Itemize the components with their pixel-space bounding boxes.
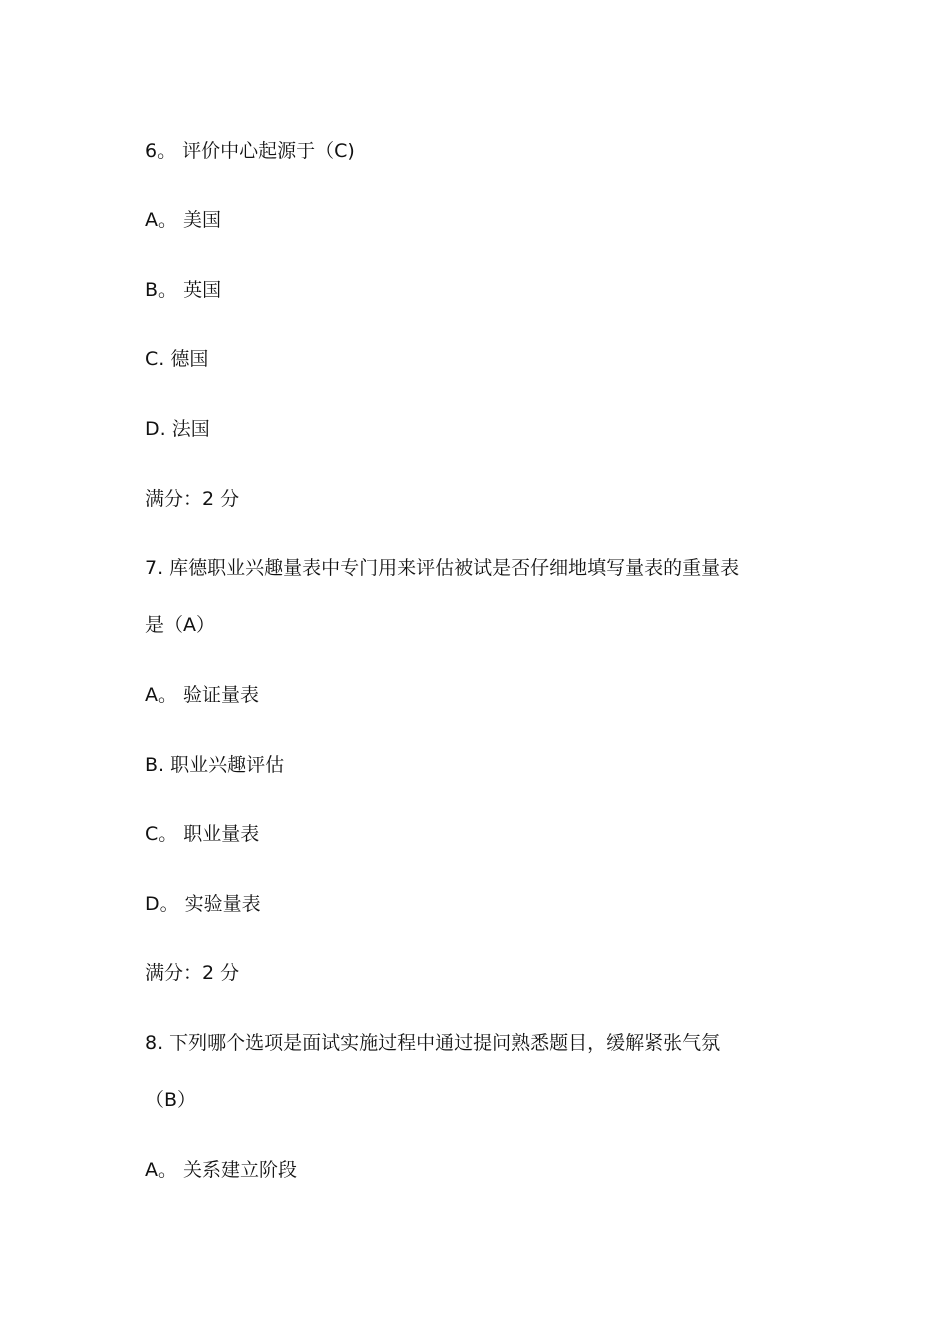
question-8-stem-line2: （B） <box>145 1089 197 1111</box>
question-6-stem: 6。 评价中心起源于（C) <box>145 140 355 162</box>
question-6-option-a: A。 美国 <box>145 209 222 231</box>
question-6-score: 满分：2 分 <box>145 488 240 510</box>
question-6-option-b: B。 英国 <box>145 279 222 301</box>
question-7-stem-line2: 是（A） <box>145 614 215 636</box>
question-7-stem-line1: 7. 库德职业兴趣量表中专门用来评估被试是否仔细地填写量表的重量表 <box>145 557 740 579</box>
question-7-option-d: D。 实验量表 <box>145 893 261 915</box>
question-6-option-d: D. 法国 <box>145 418 210 440</box>
question-7-score: 满分：2 分 <box>145 962 240 984</box>
question-8-stem-line1: 8. 下列哪个选项是面试实施过程中通过提问熟悉题目，缓解紧张气氛 <box>145 1032 721 1054</box>
question-6-option-c: C. 德国 <box>145 348 209 370</box>
question-8-option-a: A。 关系建立阶段 <box>145 1159 298 1181</box>
question-7-option-b: B. 职业兴趣评估 <box>145 754 285 776</box>
question-7-option-a: A。 验证量表 <box>145 684 260 706</box>
question-7-option-c: C。 职业量表 <box>145 823 260 845</box>
